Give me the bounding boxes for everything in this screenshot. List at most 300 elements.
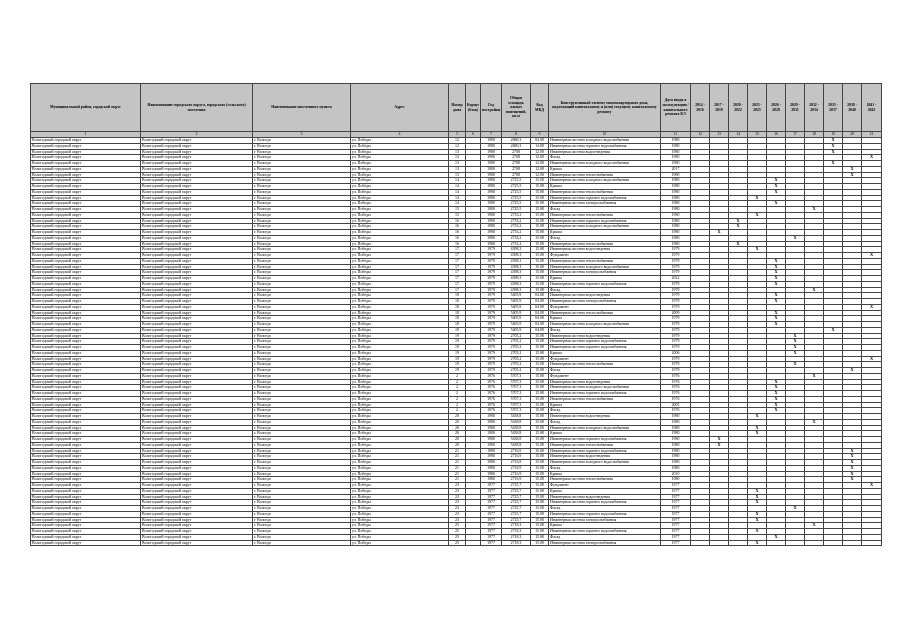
table-cell: 1979 — [661, 322, 691, 328]
table-cell: г. Вологда — [253, 322, 351, 328]
table-cell: Вологодский городской округ — [141, 299, 253, 305]
table-cell: 1980 — [481, 454, 502, 460]
column-header: 2026 - 2028 — [767, 84, 786, 132]
table-cell: Вологодский городской округ — [141, 327, 253, 333]
table-cell: Вологодский городской округ — [141, 212, 253, 218]
table-cell: ул. Победы — [351, 322, 449, 328]
table-cell: 2 — [449, 402, 466, 408]
table-cell: Вологодский городской округ — [31, 379, 141, 385]
table-cell: 2716,9 — [502, 465, 531, 471]
table-cell: Вологодский городской округ — [141, 350, 253, 356]
table-cell: 2705,2 — [502, 339, 531, 345]
table-cell: 5405,9 — [502, 293, 531, 299]
table-cell: 15.08 — [531, 448, 549, 454]
table-cell: 1980 — [661, 419, 691, 425]
table-cell: 15.08 — [531, 224, 549, 230]
table-cell: Вологодский городской округ — [141, 322, 253, 328]
table-cell: 1980 — [661, 161, 691, 167]
table-cell: 2725,5 — [502, 195, 531, 201]
table-cell: 1980 — [481, 235, 502, 241]
table-cell: 20 — [449, 419, 466, 425]
table-cell: Вологодский городской округ — [31, 460, 141, 466]
table-cell: 1979 — [481, 339, 502, 345]
table-cell: 1980 — [661, 448, 691, 454]
table-cell: Вологодский городской округ — [31, 230, 141, 236]
table-cell: Вологодский городской округ — [141, 454, 253, 460]
table-cell: 1979 — [481, 270, 502, 276]
table-cell: 15.08 — [531, 419, 549, 425]
table-cell: 12.08 — [531, 155, 549, 161]
table-cell: 2 — [449, 379, 466, 385]
period-cell: X — [767, 402, 786, 408]
table-cell: 1980 — [661, 442, 691, 448]
table-cell: Вологодский городской округ — [31, 299, 141, 305]
table-cell: 2733,2 — [502, 235, 531, 241]
table-cell: г. Вологда — [253, 333, 351, 339]
table-cell: 2725,7 — [502, 506, 531, 512]
table-cell: г. Вологда — [253, 391, 351, 397]
table-cell: Вологодский городской округ — [141, 385, 253, 391]
table-cell: 15.08 — [531, 258, 549, 264]
table-cell: 13 — [449, 149, 466, 155]
table-cell: Крыша — [549, 402, 661, 408]
table-cell: 5438,8 — [502, 414, 531, 420]
table-cell: Крыша — [549, 276, 661, 282]
table-cell: 1976 — [481, 373, 502, 379]
table-cell: 15.08 — [531, 540, 549, 546]
table-cell: 1980 — [481, 207, 502, 213]
table-cell: Инженерная система горячего водоснабжения — [549, 195, 661, 201]
table-cell: 15.08 — [531, 454, 549, 460]
table-cell: ул. Победы — [351, 166, 449, 172]
column-number: 20 — [843, 132, 862, 138]
period-cell — [786, 540, 805, 546]
table-cell: Инженерная система холодного водоснабжения — [549, 138, 661, 144]
table-cell: Вологодский городской округ — [31, 149, 141, 155]
table-cell: Инженерная система горячего водоснабжения — [549, 448, 661, 454]
table-cell: г. Вологда — [253, 235, 351, 241]
table-cell: 16 — [449, 235, 466, 241]
table-cell: ул. Победы — [351, 270, 449, 276]
table-cell: Инженерная система водоотведения — [549, 414, 661, 420]
period-cell: X — [843, 454, 862, 460]
table-cell: 2718,3 — [502, 540, 531, 546]
table-cell: Вологодский городской округ — [141, 494, 253, 500]
table-cell: 1980 — [661, 172, 691, 178]
period-cell — [824, 540, 843, 546]
column-number: 1 — [31, 132, 141, 138]
table-cell: 1980 — [481, 471, 502, 477]
table-cell: г. Вологда — [253, 339, 351, 345]
table-cell: Вологодский городской округ — [141, 281, 253, 287]
table-cell: 1980 — [481, 425, 502, 431]
table-cell: Фасад — [549, 465, 661, 471]
table-cell: 15 — [449, 212, 466, 218]
table-cell: 2 — [449, 408, 466, 414]
table-cell: 15.08 — [531, 333, 549, 339]
period-cell: X — [748, 500, 767, 506]
period-cell: X — [824, 149, 843, 155]
table-cell: 2733,2 — [502, 212, 531, 218]
table-cell: Вологодский городской округ — [31, 218, 141, 224]
table-cell: г. Вологда — [253, 437, 351, 443]
period-cell: X — [729, 241, 748, 247]
table-cell: 1980 — [481, 241, 502, 247]
table-cell: 2716,9 — [502, 454, 531, 460]
table-cell: ул. Победы — [351, 511, 449, 517]
table-cell: 25 — [449, 523, 466, 529]
table-cell: Инженерная система электроснабжения — [549, 201, 661, 207]
period-cell: X — [767, 322, 786, 328]
table-body — [31, 138, 882, 546]
table-cell: 23 — [449, 488, 466, 494]
table-cell: 1977 — [481, 506, 502, 512]
table-cell: г. Вологда — [253, 149, 351, 155]
table-cell: 15.08 — [531, 247, 549, 253]
table-cell: 20 — [449, 442, 466, 448]
table-cell: г. Вологда — [253, 293, 351, 299]
table-cell: 19 — [449, 368, 466, 374]
table-cell: 16 — [449, 224, 466, 230]
table-cell: ул. Победы — [351, 529, 449, 535]
table-cell: 1977 — [661, 540, 691, 546]
table-cell: Вологодский городской округ — [141, 143, 253, 149]
table-cell: 15.08 — [531, 287, 549, 293]
table-cell: Инженерная система водоотведения — [549, 293, 661, 299]
table-cell: 1980 — [661, 178, 691, 184]
table-cell: 21 — [449, 448, 466, 454]
table-cell: Вологодский городской округ — [141, 316, 253, 322]
table-cell: 20 — [449, 437, 466, 443]
table-cell: 04.08 — [531, 310, 549, 316]
table-cell: Вологодский городской округ — [31, 477, 141, 483]
table-cell: Вологодский городской округ — [141, 310, 253, 316]
table-cell: 1980 — [661, 235, 691, 241]
table-cell: 14 — [449, 184, 466, 190]
table-cell: 15.08 — [531, 201, 549, 207]
table-cell: 15.08 — [531, 235, 549, 241]
table-cell: Вологодский городской округ — [141, 362, 253, 368]
column-header: 2029 - 2031 — [786, 84, 805, 132]
table-cell: г. Вологда — [253, 224, 351, 230]
table-cell: 2 — [449, 391, 466, 397]
table-cell: 1979 — [481, 350, 502, 356]
table-cell: 1980 — [481, 460, 502, 466]
table-cell: Вологодский городской округ — [141, 356, 253, 362]
table-cell: ул. Победы — [351, 465, 449, 471]
table-cell: 1979 — [481, 276, 502, 282]
table-cell: 15.08 — [531, 523, 549, 529]
period-cell: X — [748, 212, 767, 218]
table-cell: Вологодский городской округ — [141, 368, 253, 374]
table-cell: Вологодский городской округ — [31, 500, 141, 506]
table-cell: 2718,3 — [502, 529, 531, 535]
table-cell: 2705,2 — [502, 333, 531, 339]
table-cell: Вологодский городской округ — [31, 322, 141, 328]
table-cell: Крыша — [549, 184, 661, 190]
period-cell: X — [786, 235, 805, 241]
table-cell: 1979 — [481, 258, 502, 264]
table-cell: 5405,9 — [502, 310, 531, 316]
column-header: 2035 - 2037 — [824, 84, 843, 132]
table-cell: 2725,5 — [502, 184, 531, 190]
table-cell: 2708 — [502, 155, 531, 161]
table-cell: 1979 — [661, 270, 691, 276]
table-cell: 1980 — [481, 149, 502, 155]
table-cell: 2010 — [661, 471, 691, 477]
table-cell: 04.08 — [531, 322, 549, 328]
column-number: 16 — [767, 132, 786, 138]
column-number: 2 — [141, 132, 253, 138]
period-cell: X — [767, 276, 786, 282]
table-cell: 15.08 — [531, 339, 549, 345]
table-cell: Инженерная система теплоснабжения — [549, 442, 661, 448]
table-cell: Вологодский городской округ — [141, 373, 253, 379]
table-cell: 2725,5 — [502, 178, 531, 184]
period-cell: X — [729, 218, 748, 224]
table-cell: 16 — [449, 218, 466, 224]
table-cell: Инженерная система горячего водоснабжения — [549, 529, 661, 535]
table-cell: 1977 — [661, 483, 691, 489]
column-header: Код МКД — [531, 84, 549, 132]
table-cell: ул. Победы — [351, 402, 449, 408]
table-cell: г. Вологда — [253, 396, 351, 402]
table-cell: Вологодский городской округ — [31, 241, 141, 247]
table-cell: 12.08 — [531, 172, 549, 178]
table-cell: ул. Победы — [351, 149, 449, 155]
table-cell: Вологодский городской округ — [141, 253, 253, 259]
table-cell: 1979 — [661, 316, 691, 322]
table-cell: г. Вологда — [253, 304, 351, 310]
column-number: 14 — [729, 132, 748, 138]
table-cell: 1980 — [481, 178, 502, 184]
table-cell: Вологодский городской округ — [31, 442, 141, 448]
table-cell: 1979 — [481, 281, 502, 287]
table-cell: Вологодский городской округ — [31, 402, 141, 408]
period-cell: X — [748, 488, 767, 494]
table-cell: Вологодский городской округ — [31, 494, 141, 500]
table-cell: 2022 — [661, 276, 691, 282]
table-cell: г. Вологда — [253, 506, 351, 512]
table-cell: г. Вологда — [253, 345, 351, 351]
table-cell: 1980 — [661, 195, 691, 201]
table-cell: ул. Победы — [351, 195, 449, 201]
table-cell: 4398,3 — [502, 253, 531, 259]
table-cell: ул. Победы — [351, 264, 449, 270]
table-cell: 1980 — [481, 431, 502, 437]
table-cell: 1980 — [661, 138, 691, 144]
column-number: 13 — [710, 132, 729, 138]
table-cell: Инженерная система горячего водоснабжения — [549, 511, 661, 517]
period-cell: X — [786, 345, 805, 351]
table-cell: 5438,8 — [502, 425, 531, 431]
table-cell: 23 — [449, 511, 466, 517]
table-cell: 1980 — [661, 207, 691, 213]
table-cell: г. Вологда — [253, 178, 351, 184]
table-cell: г. Вологда — [253, 253, 351, 259]
table-cell: 5405,9 — [502, 316, 531, 322]
table-cell: г. Вологда — [253, 143, 351, 149]
table-cell: Вологодский городской округ — [141, 460, 253, 466]
table-cell: 1979 — [481, 293, 502, 299]
table-cell: 5707,3 — [502, 402, 531, 408]
table-cell: 1979 — [661, 368, 691, 374]
table-cell: Вологодский городской округ — [141, 270, 253, 276]
table-cell: ул. Победы — [351, 212, 449, 218]
table-cell: Вологодский городской округ — [141, 477, 253, 483]
table-cell: ул. Победы — [351, 506, 449, 512]
table-cell: Фасад — [549, 534, 661, 540]
table-cell: Инженерная система теплоснабжения — [549, 172, 661, 178]
table-cell: 15.08 — [531, 425, 549, 431]
table-cell: 5707,3 — [502, 385, 531, 391]
table-cell: 13 — [449, 161, 466, 167]
table-cell: г. Вологда — [253, 212, 351, 218]
table-cell: ул. Победы — [351, 316, 449, 322]
table-cell: Инженерная система холодного водоснабжения — [549, 178, 661, 184]
table-cell: 2705,2 — [502, 356, 531, 362]
period-cell: X — [767, 379, 786, 385]
table-cell: 15.08 — [531, 189, 549, 195]
table-cell: Инженерная система холодного водоснабжения — [549, 385, 661, 391]
table-cell: 1979 — [661, 281, 691, 287]
table-cell: 1980 — [661, 212, 691, 218]
table-cell: ул. Победы — [351, 253, 449, 259]
table-cell: Вологодский городской округ — [31, 534, 141, 540]
table-cell: 1976 — [481, 379, 502, 385]
table-cell: 4398,3 — [502, 287, 531, 293]
period-cell: X — [843, 166, 862, 172]
table-cell: 17 — [449, 264, 466, 270]
table-cell: Вологодский городской округ — [141, 333, 253, 339]
table-cell: Вологодский городской округ — [141, 166, 253, 172]
column-number: 10 — [549, 132, 661, 138]
table-cell: Вологодский городской округ — [141, 235, 253, 241]
table-cell: 15.08 — [531, 517, 549, 523]
period-cell: X — [805, 207, 824, 213]
table-cell: Вологодский городской округ — [141, 517, 253, 523]
table-cell: г. Вологда — [253, 356, 351, 362]
table-cell: Вологодский городской округ — [141, 391, 253, 397]
table-cell: Фундамент — [549, 253, 661, 259]
table-cell: 1977 — [481, 517, 502, 523]
column-header: 2041 - 2043 — [862, 84, 882, 132]
table-cell: 1980 — [661, 143, 691, 149]
table-cell: 2725,7 — [502, 494, 531, 500]
table-cell: г. Вологда — [253, 138, 351, 144]
table-cell: Вологодский городской округ — [31, 253, 141, 259]
table-cell: Вологодский городской округ — [141, 419, 253, 425]
table-cell: 1979 — [481, 304, 502, 310]
table-cell: Крыша — [549, 431, 661, 437]
table-cell: Вологодский городской округ — [31, 391, 141, 397]
table-cell: г. Вологда — [253, 241, 351, 247]
table-cell: Инженерная система горячего водоснабжения — [549, 500, 661, 506]
table-cell: 5707,3 — [502, 396, 531, 402]
table-cell: Вологодский городской округ — [31, 448, 141, 454]
table-cell: г. Вологда — [253, 529, 351, 535]
table-cell: 1979 — [481, 333, 502, 339]
table-cell: 1980 — [481, 218, 502, 224]
period-cell: X — [824, 161, 843, 167]
table-cell: ул. Победы — [351, 534, 449, 540]
table-cell: Вологодский городской округ — [31, 437, 141, 443]
table-cell: 1979 — [661, 247, 691, 253]
table-cell: Инженерная система теплоснабжения — [549, 189, 661, 195]
table-cell: Фасад — [549, 287, 661, 293]
table-cell: Вологодский городской округ — [141, 230, 253, 236]
table-cell: 04.08 — [531, 327, 549, 333]
table-cell: ул. Победы — [351, 293, 449, 299]
period-cell: X — [748, 431, 767, 437]
table-cell: г. Вологда — [253, 218, 351, 224]
table-cell: 2 — [449, 385, 466, 391]
table-cell: ул. Победы — [351, 333, 449, 339]
column-number: 18 — [805, 132, 824, 138]
table-cell: Инженерная система холодного водоснабжения — [549, 264, 661, 270]
table-cell: г. Вологда — [253, 419, 351, 425]
table-cell: Вологодский городской округ — [31, 258, 141, 264]
table-cell: 1979 — [661, 304, 691, 310]
table-cell: 15.08 — [531, 396, 549, 402]
table-cell: 1980 — [661, 218, 691, 224]
table-cell: 1979 — [661, 299, 691, 305]
table-cell: Вологодский городской округ — [31, 517, 141, 523]
table-cell: Вологодский городской округ — [141, 241, 253, 247]
column-number: 3 — [253, 132, 351, 138]
table-cell: 20 — [449, 431, 466, 437]
table-cell: Вологодский городской округ — [31, 540, 141, 546]
period-cell: X — [748, 425, 767, 431]
table-cell: 15.08 — [531, 391, 549, 397]
table-cell: 15.08 — [531, 253, 549, 259]
table-cell: 19 — [449, 333, 466, 339]
table-cell: 15.08 — [531, 477, 549, 483]
table-cell: Вологодский городской округ — [31, 356, 141, 362]
table-cell: ул. Победы — [351, 339, 449, 345]
table-cell: г. Вологда — [253, 276, 351, 282]
table-cell: г. Вологда — [253, 184, 351, 190]
table-cell: Инженерная система теплоснабжения — [549, 212, 661, 218]
period-cell — [691, 540, 710, 546]
table-cell: 1980 — [481, 442, 502, 448]
table-cell: 15.08 — [531, 402, 549, 408]
table-cell: 1977 — [661, 506, 691, 512]
table-cell: г. Вологда — [253, 258, 351, 264]
period-cell: X — [710, 230, 729, 236]
table-cell: Инженерная система электроснабжения — [549, 517, 661, 523]
table-cell: 21 — [449, 477, 466, 483]
column-header: 2038 - 2040 — [843, 84, 862, 132]
table-cell: г. Вологда — [253, 201, 351, 207]
table-cell: г. Вологда — [253, 270, 351, 276]
table-cell: 1980 — [481, 477, 502, 483]
table-cell: 1980 — [661, 189, 691, 195]
table-cell: 1977 — [481, 540, 502, 546]
table-cell: Вологодский городской округ — [31, 155, 141, 161]
table-cell: 15.08 — [531, 471, 549, 477]
table-cell: 1976 — [661, 379, 691, 385]
table-cell: 1977 — [481, 494, 502, 500]
table-cell: Инженерная система водоотведения — [549, 247, 661, 253]
table-cell: Фасад — [549, 207, 661, 213]
table-cell: г. Вологда — [253, 379, 351, 385]
table-cell: 5405,9 — [502, 322, 531, 328]
table-cell: ул. Победы — [351, 425, 449, 431]
table-cell: Вологодский городской округ — [31, 201, 141, 207]
table-cell: Вологодский городской округ — [141, 396, 253, 402]
table-cell: Вологодский городской округ — [31, 465, 141, 471]
